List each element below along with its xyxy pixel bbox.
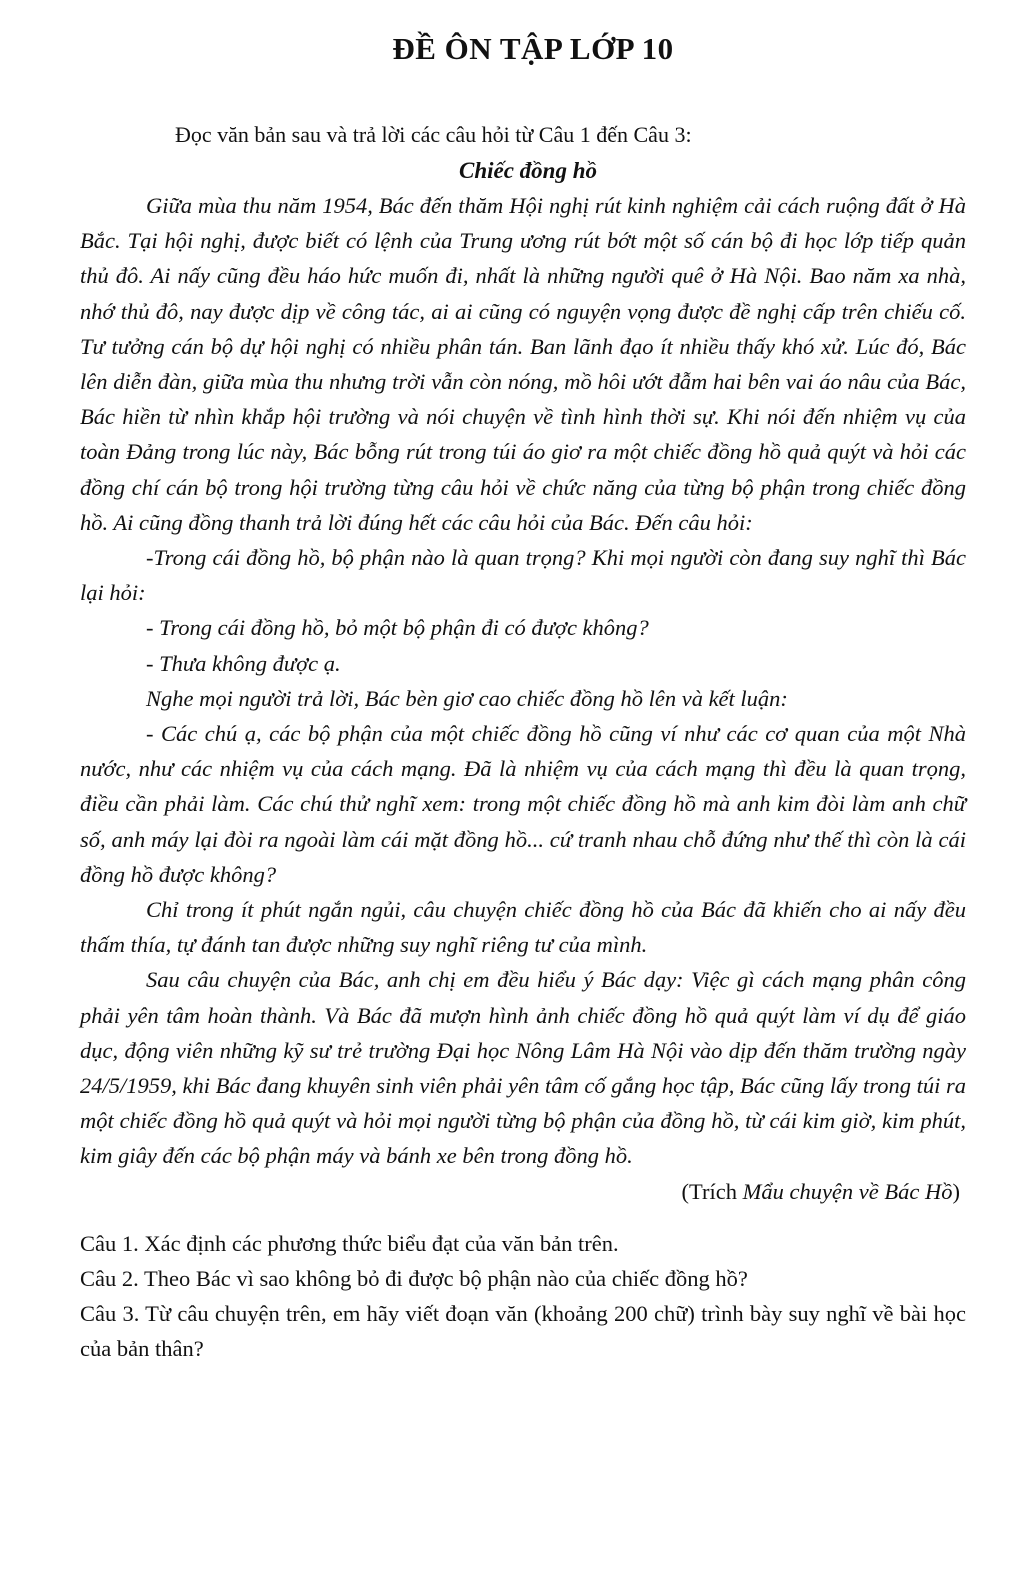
story-paragraph-8: Sau câu chuyện của Bác, anh chị em đều hiểu ý Bác dạy: Việc gì cách mạng phân công phải yên tâm hoàn thành. Và Bác đã mượn hình ảnh chiếc đồng hồ quả quýt làm ví dụ để giáo dục, động viên những kỹ sư trẻ trường Đại học Nông Lâm Hà Nội vào dịp đến thăm trường ngày 24/5/1959, khi Bác đang khuyên sinh viên phải yên tâm cố gắng học tập, Bác cũng lấy trong túi ra một chiếc đồng hồ quả quýt và hỏi mọi người từng bộ phận của đồng hồ, từ cái kim giờ, kim phút, kim giây đến các bộ phận máy và bánh xe bên trong đồng hồ.	[80, 967, 966, 1169]
reading-instruction: Đọc văn bản sau và trả lời các câu hỏi từ Câu 1 đến Câu 3:	[175, 122, 692, 147]
source-prefix: (Trích	[681, 1178, 743, 1204]
question-3: Câu 3. Từ câu chuyện trên, em hãy viết đoạn văn (khoảng 200 chữ) trình bày suy nghĩ về bài học của bản thân?	[80, 1300, 966, 1361]
story-paragraph-1: Giữa mùa thu năm 1954, Bác đến thăm Hội nghị rút kinh nghiệm cải cách ruộng đất ở Hà Bắc. Tại hội nghị, được biết có lệnh của Trung ương rút bớt một số cán bộ đi học lớp tiếp quản thủ đô. Ai nấy cũng đều háo hức muốn đi, nhất là những người quê ở Hà Nội. Bao năm xa nhà, nhớ thủ đô, nay được dịp về công tác, ai ai cũng có nguyện vọng được đề nghị cấp trên chiếu cố. Tư tưởng cán bộ dự hội nghị có nhiều phân tán. Ban lãnh đạo ít nhiều thấy khó xử. Lúc đó, Bác lên diễn đàn, giữa mùa thu nhưng trời vẫn còn nóng, mồ hôi ướt đẫm hai bên vai áo nâu của Bác, Bác hiền từ nhìn khắp hội trường và nói chuyện về tình hình thời sự. Khi nói đến nhiệm vụ của toàn Đảng trong lúc này, Bác bỗng rút trong túi áo giơ ra một chiếc đồng hồ quả quýt và hỏi các đồng chí cán bộ trong hội trường từng câu hỏi về chức năng của từng bộ phận trong chiếc đồng hồ. Ai cũng đồng thanh trả lời đúng hết các câu hỏi của Bác. Đến câu hỏi:	[80, 193, 966, 535]
story-paragraph-6: - Các chú ạ, các bộ phận của một chiếc đồng hồ cũng ví như các cơ quan của một Nhà nước, như các nhiệm vụ của cách mạng. Đã là nhiệm vụ của cách mạng thì đều là quan trọng, điều cần phải làm. Các chú thử nghĩ xem: trong một chiếc đồng hồ mà anh kim đòi làm anh chữ số, anh máy lại đòi ra ngoài làm cái mặt đồng hồ... cứ tranh nhau chỗ đứng như thế thì còn là cái đồng hồ được không?	[80, 721, 966, 887]
question-1: Câu 1. Xác định các phương thức biểu đạt của văn bản trên.	[80, 1230, 619, 1256]
question-2: Câu 2. Theo Bác vì sao không bỏ đi được bộ phận nào của chiếc đồng hồ?	[80, 1265, 748, 1291]
story-paragraph-5: Nghe mọi người trả lời, Bác bèn giơ cao chiếc đồng hồ lên và kết luận:	[146, 685, 788, 711]
source-suffix: )	[952, 1178, 960, 1204]
question-list	[80, 1226, 966, 1366]
story-source	[80, 1174, 966, 1209]
story-title: Chiếc đồng hồ	[458, 158, 598, 183]
source-title: Mẩu chuyện về Bác Hồ	[742, 1178, 953, 1204]
story-paragraph-7: Chỉ trong ít phút ngắn ngủi, câu chuyện chiếc đồng hồ của Bác đã khiến cho ai nấy đều thấm thía, tự đánh tan được những suy nghĩ riêng tư của mình.	[80, 897, 966, 958]
story-paragraph-3: - Trong cái đồng hồ, bỏ một bộ phận đi có được không?	[146, 615, 649, 641]
exam-title: ĐỀ ÔN TẬP LỚP 10	[392, 31, 674, 66]
story-paragraph-2: -Trong cái đồng hồ, bộ phận nào là quan trọng? Khi mọi người còn đang suy nghĩ thì Bác lại hỏi:	[80, 545, 966, 606]
story-paragraph-4: - Thưa không được ạ.	[146, 650, 341, 676]
story-body	[80, 188, 966, 1174]
